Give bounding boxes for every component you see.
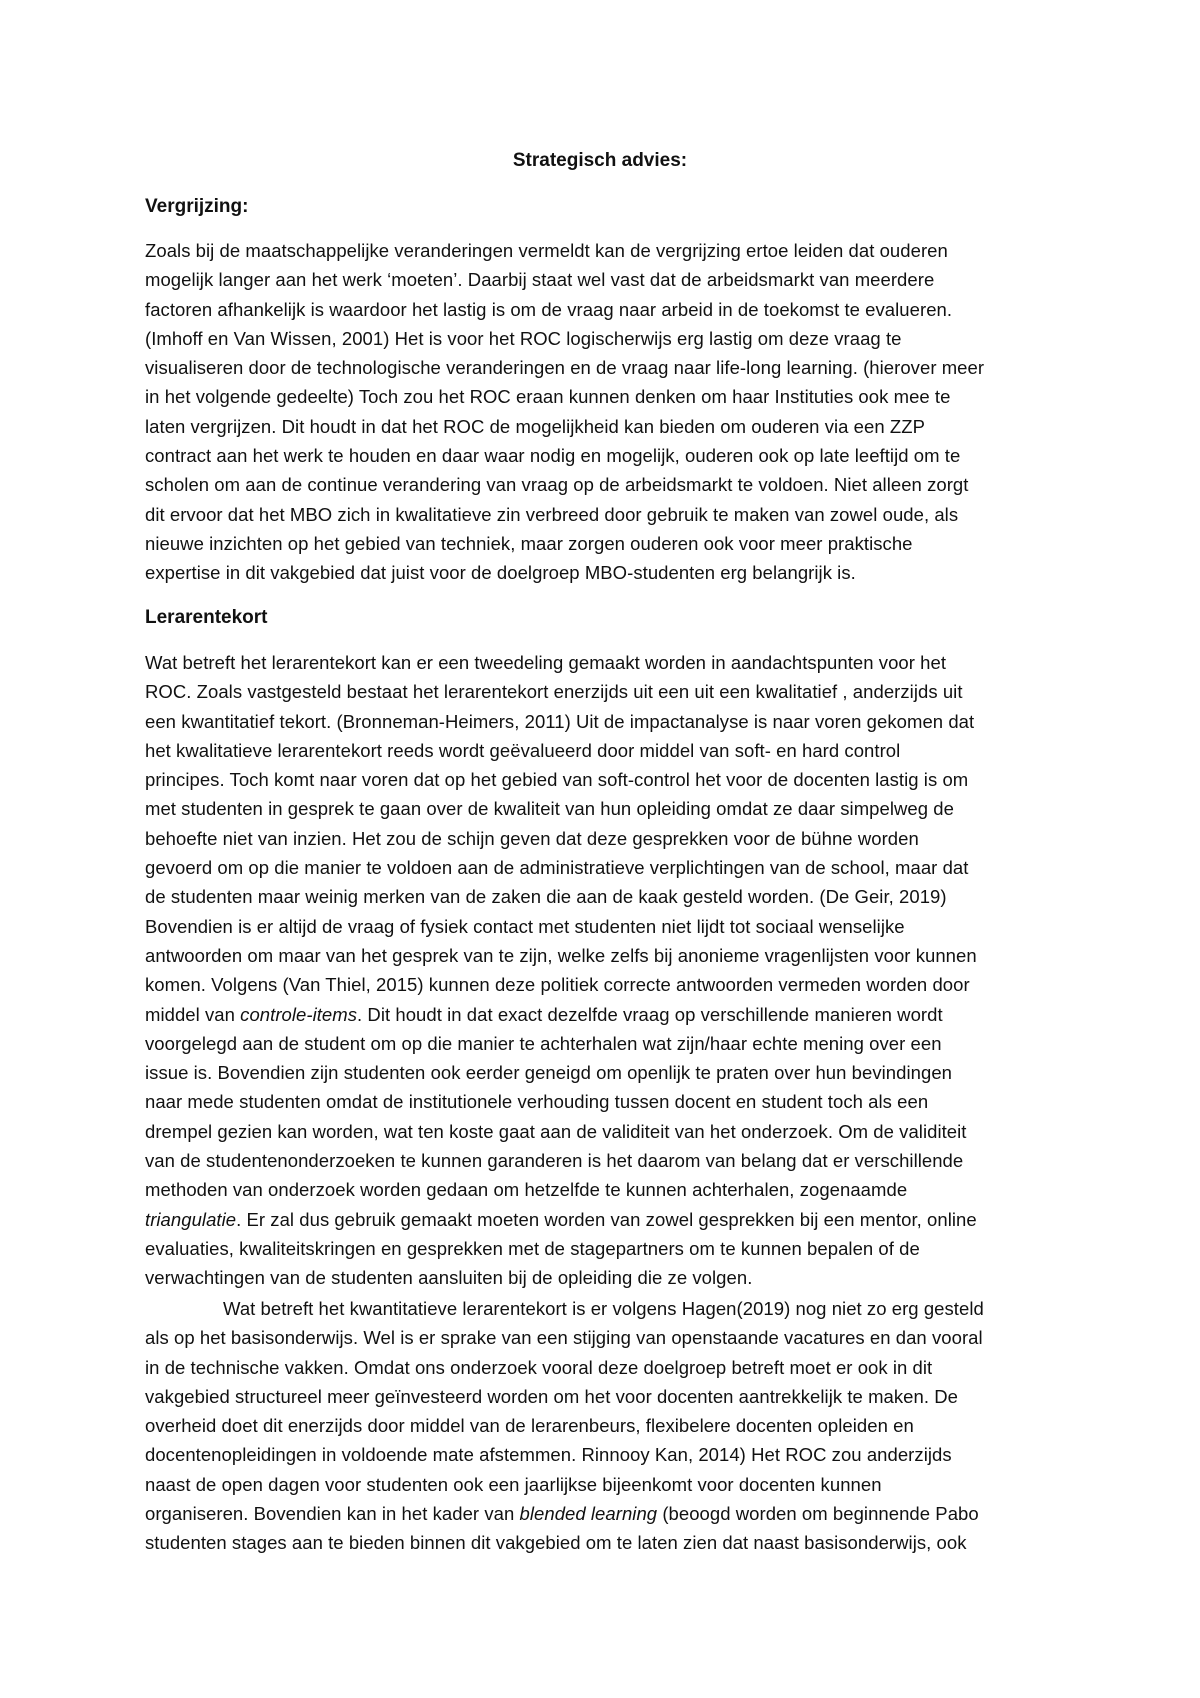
text-line: [145, 1499, 1065, 1528]
text-line: antwoorden om maar van het gesprek van te zijn, welke zelfs bij anonieme vragenlijsten voor kunnen: [145, 944, 977, 966]
text-line: visualiseren door de technologische veranderingen en de vraag naar life-long learning. (hierover meer: [145, 357, 985, 379]
text-line: principes. Toch komt naar voren dat op het gebied van soft-control het voor de docenten lastig is om: [145, 769, 969, 791]
text-line: vakgebied structureel meer geïnvesteerd worden om het voor docenten aantrekkelijk te maken. De: [145, 1385, 958, 1407]
text-line: issue is. Bovendien zijn studenten ook eerder geneigd om openlijk te praten over hun bevindingen: [145, 1062, 953, 1084]
emphasis-term: blended learning: [519, 1503, 658, 1525]
paragraph-lerarentekort-1: [145, 648, 1065, 1293]
text-run: . Er zal dus gebruik gemaakt moeten worden van zowel gesprekken bij een mentor, online: [236, 1208, 977, 1230]
text-line: komen. Volgens (Van Thiel, 2015) kunnen deze politiek correcte antwoorden vermeden worden door: [145, 974, 970, 996]
text-line: in het volgende gedeelte) Toch zou het ROC eraan kunnen denken om haar Instituties ook mee te: [145, 386, 951, 408]
text-line: mogelijk langer aan het werk ‘moeten’. Daarbij staat wel vast dat de arbeidsmarkt van meerdere: [145, 269, 935, 291]
document-title: Strategisch advies:: [512, 150, 688, 171]
text-line: studenten stages aan te bieden binnen dit vakgebied om te laten zien dat naast basisonderwijs, ook: [145, 1532, 967, 1554]
text-line: Bovendien is er altijd de vraag of fysiek contact met studenten niet lijdt tot sociaal wenselijke: [145, 915, 905, 937]
text-line: [145, 1205, 1065, 1234]
text-line: verwachtingen van de studenten aansluiten bij de opleiding die ze volgen.: [145, 1267, 753, 1289]
text-line: scholen om aan de continue verandering van vraag op de arbeidsmarkt te voldoen. Niet alleen zorgt: [145, 474, 969, 496]
text-line: overheid doet dit enerzijds door middel van de lerarenbeurs, flexibelere docenten opleiden en: [145, 1415, 914, 1437]
text-line: nieuwe inzichten op het gebied van techniek, maar zorgen ouderen ook voor meer praktische: [145, 532, 913, 554]
text-line: drempel gezien kan worden, wat ten koste gaat aan de validiteit van het onderzoek. Om de validiteit: [145, 1120, 967, 1142]
text-line: contract aan het werk te houden en daar waar nodig en mogelijk, ouderen ook op late leeftijd om te: [145, 445, 961, 467]
text-line: expertise in dit vakgebied dat juist voor de doelgroep MBO-studenten erg belangrijk is.: [145, 562, 856, 584]
text-line: in de technische vakken. Omdat ons onderzoek vooral deze doelgroep betreft moet er ook in dit: [145, 1356, 933, 1378]
text-line: (Imhoff en Van Wissen, 2001) Het is voor het ROC logischerwijs erg lastig om deze vraag te: [145, 327, 902, 349]
text-run: . Dit houdt in dat exact dezelfde vraag op verschillende manieren wordt: [357, 1003, 943, 1025]
text-line: met studenten in gesprek te gaan over de kwaliteit van hun opleiding omdat ze daar simpelweg de: [145, 798, 954, 820]
emphasis-term: triangulatie: [145, 1208, 237, 1230]
text-line: ROC. Zoals vastgesteld bestaat het lerarentekort enerzijds uit een uit een kwalitatief , anderzijds uit: [145, 681, 963, 703]
section-heading-vergrijzing: Vergrijzing:: [145, 196, 249, 217]
text-line: dit ervoor dat het MBO zich in kwalitatieve zin verbreed door gebruik te maken van zowel oude, als: [145, 503, 959, 525]
text-line: laten vergrijzen. Dit houdt in dat het ROC de mogelijkheid kan bieden om ouderen via een ZZP: [145, 415, 925, 437]
text-line: de studenten maar weinig merken van de zaken die aan de kaak gesteld worden. (De Geir, 2019): [145, 886, 947, 908]
text-run: organiseren. Bovendien kan in het kader van: [145, 1503, 520, 1525]
text-line: Wat betreft het lerarentekort kan er een tweedeling gemaakt worden in aandachtspunten voor het: [145, 652, 947, 673]
section-heading-lerarentekort: Lerarentekort: [145, 607, 268, 628]
text-line: als op het basisonderwijs. Wel is er sprake van een stijging van openstaande vacatures en dan vooral: [145, 1327, 983, 1349]
text-line: een kwantitatief tekort. (Bronneman-Heimers, 2011) Uit de impactanalyse is naar voren gekomen dat: [145, 710, 975, 732]
text-line: methoden van onderzoek worden gedaan om hetzelfde te kunnen achterhalen, zogenaamde: [145, 1179, 908, 1201]
text-line: Zoals bij de maatschappelijke veranderingen vermeldt kan de vergrijzing ertoe leiden dat ouderen: [145, 240, 948, 261]
text-line: evaluaties, kwaliteitskringen en gesprekken met de stagepartners om te kunnen bepalen of de: [145, 1237, 920, 1259]
text-run: (beoogd worden om beginnende Pabo: [657, 1503, 979, 1525]
text-line: factoren afhankelijk is waardoor het lastig is om de vraag naar arbeid in de toekomst te evalueren.: [145, 298, 953, 320]
paragraph-vergrijzing: [145, 236, 1065, 588]
text-line: voorgelegd aan de student om op die manier te achterhalen wat zijn/haar echte mening over een: [145, 1032, 942, 1054]
text-line: Wat betreft het kwantitatieve lerarentekort is er volgens Hagen(2019) nog niet zo erg gesteld: [223, 1298, 984, 1319]
text-line: naast de open dagen voor studenten ook een jaarlijkse bijeenkomt voor docenten kunnen: [145, 1473, 882, 1495]
text-line: docentenopleidingen in voldoende mate afstemmen. Rinnooy Kan, 2014) Het ROC zou anderzijds: [145, 1444, 952, 1466]
text-run: middel van: [145, 1003, 241, 1025]
text-line: naar mede studenten omdat de institutionele verhouding tussen docent en student toch als een: [145, 1091, 929, 1113]
text-line: behoefte niet van inzien. Het zou de schijn geven dat deze gesprekken voor de bühne worden: [145, 827, 919, 849]
text-line: van de studentenonderzoeken te kunnen garanderen is het daarom van belang dat er verschillende: [145, 1150, 964, 1172]
paragraph-lerarentekort-2: [145, 1294, 1065, 1558]
text-line: het kwalitatieve lerarentekort reeds wordt geëvalueerd door middel van soft- en hard control: [145, 739, 901, 761]
text-line: [145, 1000, 1065, 1029]
text-line: gevoerd om op die manier te voldoen aan de administratieve verplichtingen van de school, maar dat: [145, 857, 969, 879]
emphasis-term: controle-items: [240, 1003, 358, 1025]
